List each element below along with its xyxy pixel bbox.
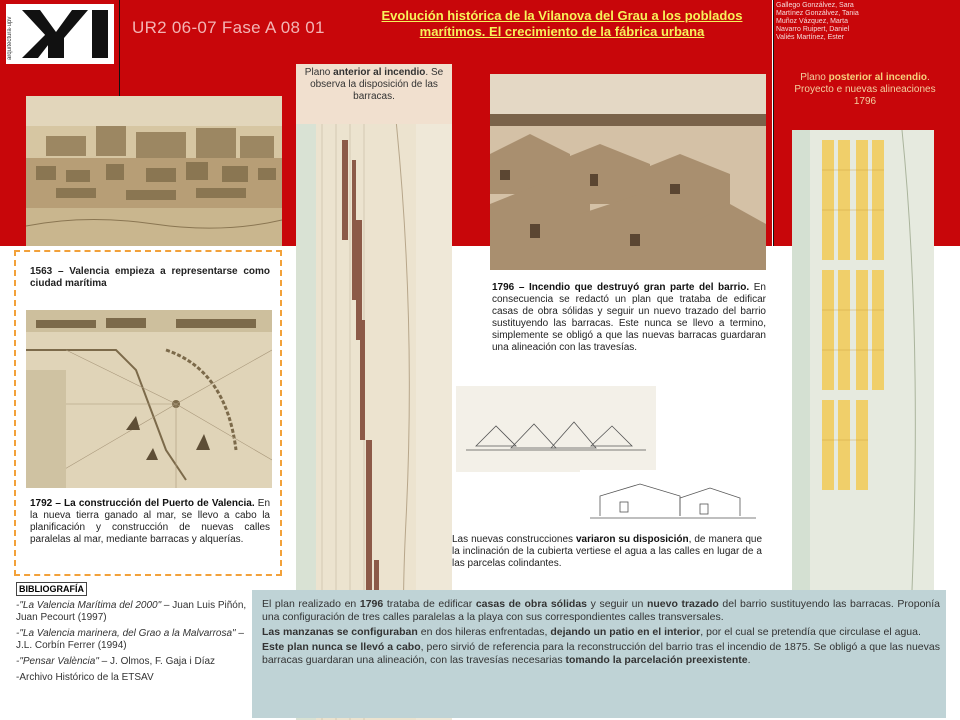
- description-paragraph: Este plan nunca se llevó a cabo, pero sirvió de referencia para la reconstrucción del barrio tras el incendio de 1875. Se obligó a que las nuevas barracas guardaran una alineación, con las travesías necesarias tomando la parcelación preexistente.: [262, 641, 940, 666]
- note-after-fire: Plano posterior al incendio. Proyecto e nuevas alineaciones 1796: [794, 72, 936, 107]
- bibliography-heading: BIBLIOGRAFÍA: [16, 582, 87, 596]
- plan-after-fire: [792, 130, 934, 590]
- caption-1796: 1796 – Incendio que destruyó gran parte del barrio. En consecuencia se redactó un plan que trataba de edificar casas de obra sólidas y seguir un nuevo trazado del barrio sustituyendo las barracas. Este nunca se llevo a termino, simplemente se obligó a que las nuevas barracas guardaran una alineación con las travesías.: [492, 282, 766, 353]
- author: Valiés Martínez, Ester: [776, 34, 844, 41]
- caption-1792: 1792 – La construcción del Puerto de Valencia. En la nueva tierra ganado al mar, se llevo a cabo la planificación y construcción de nuevas calles paralelas al mar, mediante barracas y alquerías.: [30, 498, 270, 545]
- school-logo: [6, 4, 114, 64]
- author: Muñoz Vázquez, Marta: [776, 18, 848, 25]
- sketch-old-barracas: [456, 386, 656, 472]
- description-paragraph: Las manzanas se configuraban en dos hileras enfrentadas, dejando un patio en el interior, por el cual se pretendía que circulase el agua.: [262, 626, 921, 638]
- image-1792-port-map: [26, 310, 272, 488]
- bibliography-item: -"La Valencia Marítima del 2000" – Juan Luis Piñón, Juan Pecourt (1997): [16, 600, 247, 623]
- bibliography-item: -"Pensar València" – J. Olmos, F. Gaja i Díaz: [16, 656, 216, 667]
- plan-description-box: [252, 590, 946, 718]
- caption-nuevas-construcciones: Las nuevas construcciones variaron su disposición, de manera que la inclinación de la cubierta vertiese el agua a las calles en lugar de a las parcelas colindantes.: [452, 534, 762, 569]
- xi-logo-icon: [18, 8, 112, 60]
- page-title: Evolución histórica de la Vilanova del Grau a los poblados marítimos. El crecimiento de la fábrica urbana: [381, 8, 743, 39]
- sketch-new-barracas: [580, 470, 760, 530]
- bibliography-item: -"La Valencia marinera, del Grao a la Malvarrosa" – J.L. Corbín Ferrer (1994): [16, 628, 244, 651]
- bibliography-item: -Archivo Histórico de la ETSAV: [16, 672, 154, 683]
- note-before-fire: Plano anterior al incendio. Se observa la disposición de las barracas.: [296, 64, 452, 124]
- logo-vertical-text: arquitectura·upv: [7, 16, 13, 60]
- author: Gallego Gonzálvez, Sara: [776, 2, 854, 9]
- author: Martínez Gonzálvez, Tania: [776, 10, 859, 17]
- authors-list: [776, 2, 956, 42]
- image-1563-view: [26, 96, 282, 246]
- author: Navarro Ruipert, Daniel: [776, 26, 850, 33]
- description-paragraph: El plan realizado en 1796 trataba de edificar casas de obra sólidas y seguir un nuevo trazado del barrio sustituyendo las barracas. Proponía una configuración de tres calles paralelas a la playa con sus correspondientes calles transversales.: [262, 598, 941, 623]
- bibliography-list: [16, 600, 254, 688]
- caption-1563: 1563 – Valencia empieza a representarse como ciudad marítima: [30, 266, 270, 289]
- image-1796-photo: [490, 74, 766, 270]
- project-code: UR2 06-07 Fase A 08 01: [132, 18, 325, 37]
